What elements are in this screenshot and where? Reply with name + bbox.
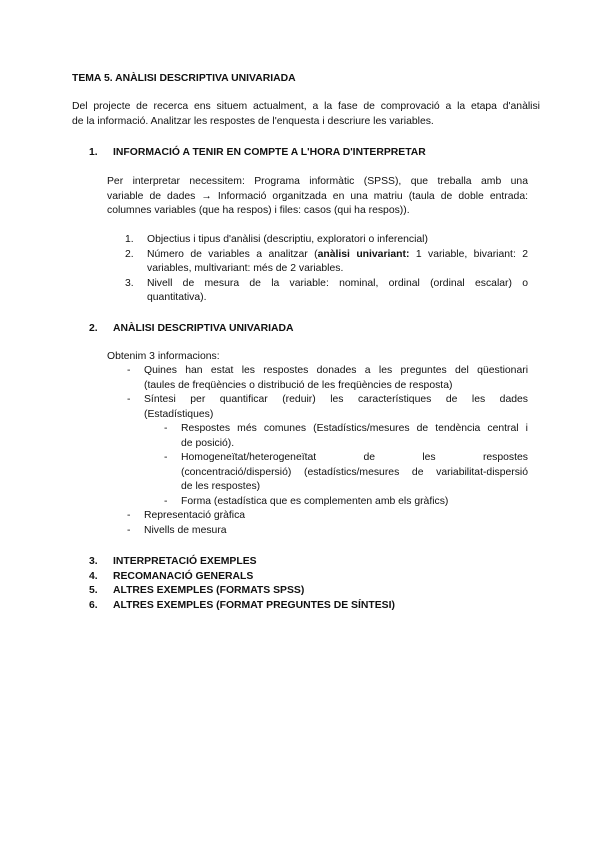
dash-marker: - <box>127 365 131 376</box>
list-item <box>125 233 528 248</box>
dash-marker: - <box>127 394 131 405</box>
item-number: 3. <box>125 277 134 289</box>
dash-item <box>127 364 528 393</box>
item-text: Homogeneïtat/heterogeneïtat de les respostes <box>181 452 528 463</box>
item-text: variables, multivariant: més de 2 variables. <box>147 263 344 274</box>
section-1-list <box>125 233 528 306</box>
section-title: INFORMACIÓ A TENIR EN COMPTE A L'HORA D'INTERPRETAR <box>113 147 426 158</box>
item-text: Respostes més comunes (Estadístics/mesures de tendència central i <box>181 423 528 434</box>
paragraph-line: columnes variables (que ha respos) i files: casos (qui ha respos)). <box>107 205 410 216</box>
item-text-part: 1 variable, bivariant: 2 <box>409 248 528 260</box>
dash-item <box>127 393 528 422</box>
item-number: 2. <box>125 248 134 260</box>
section-title: RECOMANACIÓ GENERALS <box>113 570 254 582</box>
section-number: 5. <box>89 585 98 596</box>
section-number: 6. <box>89 599 98 611</box>
item-text-part: Número de variables a analitzar ( <box>147 248 318 260</box>
document-title: TEMA 5. ANÀLISI DESCRIPTIVA UNIVARIADA <box>72 73 296 84</box>
item-text: Forma (estadística que es complementen amb els gràfics) <box>181 495 449 507</box>
intro-line: de la informació. Analitzar les respostes de l'enquesta i descriure les variables. <box>72 115 434 127</box>
section-5-heading <box>89 584 395 599</box>
nested-dash-item <box>164 422 528 451</box>
item-number: 1. <box>125 234 134 245</box>
dash-marker: - <box>127 510 131 521</box>
item-text: (Estadístiques) <box>144 408 214 420</box>
intro-paragraph <box>72 100 540 129</box>
nested-dash-list <box>144 422 528 509</box>
list-item <box>125 277 528 306</box>
section-number: 1. <box>89 147 98 158</box>
item-text: Síntesi per quantificar (reduir) les característiques de les dades <box>144 394 528 405</box>
dash-marker: - <box>164 452 168 463</box>
item-text: Representació gràfica <box>144 510 246 521</box>
paragraph-line: variable de dades → Informació organitzada en una matriu (taula de doble entrada: <box>107 190 528 202</box>
item-text: Nivells de mesura <box>144 524 227 536</box>
item-text: Nivell de mesura de la variable: nominal, ordinal (ordinal escalar) o <box>147 277 528 289</box>
item-text: Quines han estat les respostes donades a les preguntes del qüestionari <box>144 365 528 376</box>
item-text: (concentració/dispersió) (estadístics/mesures de variabilitat-dispersió <box>181 466 528 478</box>
section-number: 4. <box>89 570 98 582</box>
dash-item <box>127 509 528 524</box>
item-text-bold: anàlisi univariant: <box>317 248 410 260</box>
section-title: ALTRES EXEMPLES (FORMAT PREGUNTES DE SÍNTESI) <box>113 599 395 611</box>
section-4-heading <box>89 570 395 585</box>
nested-dash-item <box>164 451 528 495</box>
section-title: ALTRES EXEMPLES (FORMATS SPSS) <box>113 585 305 596</box>
dash-marker: - <box>127 524 131 536</box>
section-1-paragraph <box>107 175 528 219</box>
dash-marker: - <box>164 423 168 434</box>
section-number: 3. <box>89 556 98 567</box>
dash-marker: - <box>164 495 168 507</box>
item-text: de posició). <box>181 437 235 449</box>
paragraph-line: Per interpretar necessitem: Programa informàtic (SPSS), que treballa amb una <box>107 176 528 187</box>
nested-dash-item <box>164 495 528 510</box>
item-text <box>147 248 528 263</box>
dash-item <box>127 524 528 539</box>
section-6-heading <box>89 599 395 614</box>
intro-line: Del projecte de recerca ens situem actualment, a la fase de comprovació a la etapa d'anàlisi <box>72 101 540 112</box>
section-number: 2. <box>89 323 98 334</box>
list-item <box>125 248 528 277</box>
item-text: quantitativa). <box>147 292 207 303</box>
section-3-heading <box>89 555 395 570</box>
section-1-heading <box>89 146 426 161</box>
item-text: (taules de freqüències o distribució de les freqüències de resposta) <box>144 379 453 391</box>
remaining-headings <box>89 555 395 613</box>
section-2-lead: Obtenim 3 informacions: <box>107 351 220 362</box>
item-text: Objectius i tipus d'anàlisi (descriptiu, exploratori o inferencial) <box>147 234 428 245</box>
section-title: ANÀLISI DESCRIPTIVA UNIVARIADA <box>113 323 294 334</box>
section-title: INTERPRETACIÓ EXEMPLES <box>113 556 257 567</box>
section-2-bullets <box>127 364 528 538</box>
item-text: de les respostes) <box>181 481 261 492</box>
section-2-heading <box>89 322 294 337</box>
